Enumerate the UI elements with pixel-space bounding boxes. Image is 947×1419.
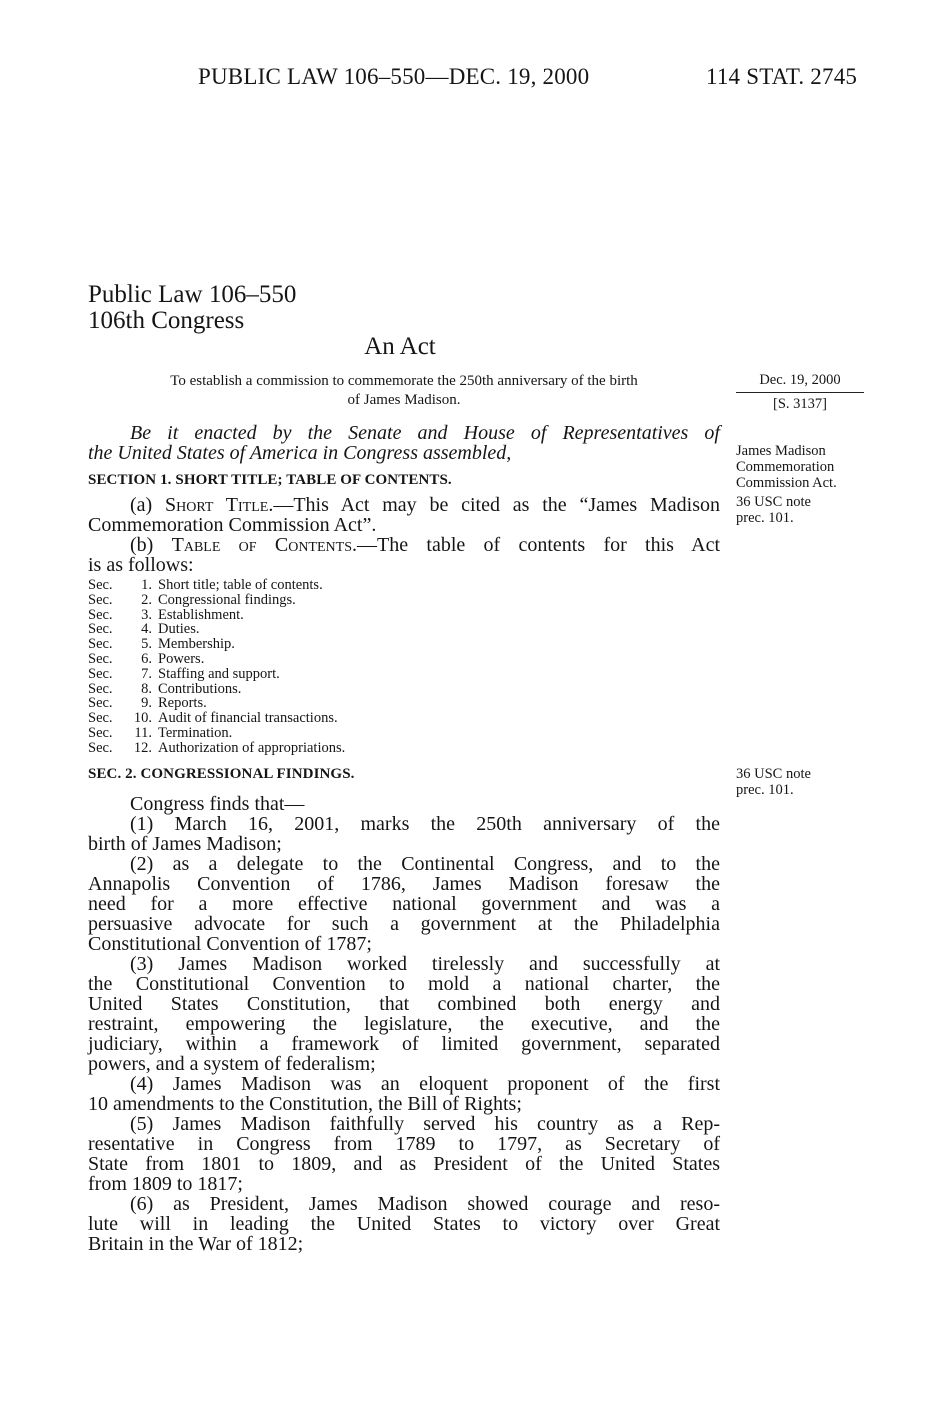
toc-number: 7.: [141, 665, 152, 682]
subsection-b-line-1: [88, 535, 720, 555]
finding-line: persuasive advocate for such a government at the Philadelphia: [88, 913, 720, 935]
finding-item: [88, 854, 720, 954]
finding-line: State from 1801 to 1809, and as President of the United States: [88, 1153, 720, 1175]
subsection-b-line-2: is as follows:: [88, 554, 194, 576]
toc-number: 8.: [141, 680, 152, 697]
finding-line: 10 amendments to the Constitution, the Bill of Rights;: [88, 1093, 522, 1115]
subsection-b-caption: Table of Contents: [171, 534, 352, 556]
margin-date: Dec. 19, 2000: [759, 372, 841, 388]
subsection-a-caption: Short Title: [164, 494, 269, 516]
margin-bill-number: [S. 3137]: [736, 392, 864, 412]
finding-line: United States Constitution, that combined both energy and: [88, 993, 720, 1015]
toc-row: [88, 608, 345, 623]
toc-sec-label: Sec.: [88, 695, 113, 712]
finding-item: [88, 1074, 720, 1114]
section-1-heading: SECTION 1. SHORT TITLE; TABLE OF CONTENTS.: [88, 472, 452, 488]
subsection-b-prefix: (b): [130, 534, 172, 556]
finding-item: [88, 1194, 720, 1254]
toc-row: [88, 593, 345, 608]
finding-line: (3) James Madison worked tirelessly and successfully at: [130, 953, 720, 975]
finding-line: judiciary, within a framework of limited government, separated: [88, 1033, 720, 1055]
purpose-line-2: of James Madison.: [347, 392, 461, 408]
subsection-a-line-2: Commemoration Commission Act”.: [88, 514, 377, 536]
toc-row: [88, 682, 345, 697]
toc-number: 3.: [141, 606, 152, 623]
toc-title: Membership.: [158, 636, 235, 653]
toc-number: 2.: [141, 591, 152, 608]
subsection-b-text: .—The table of contents for this Act: [352, 534, 721, 556]
section-2-body: [88, 794, 720, 1254]
margin-note-line: Commemoration: [736, 459, 835, 475]
finding-line: need for a more effective national government and was a: [88, 893, 720, 915]
toc-title: Establishment.: [158, 606, 244, 623]
finding-line: (1) March 16, 2001, marks the 250th anniversary of the: [130, 813, 720, 835]
toc-row: [88, 667, 345, 682]
section-2-heading: SEC. 2. CONGRESSIONAL FINDINGS.: [88, 766, 355, 782]
law-number: Public Law 106–550: [88, 281, 297, 308]
act-purpose: [88, 372, 720, 410]
enacting-line-2: the United States of America in Congress assembled,: [88, 442, 512, 464]
margin-note-line: James Madison: [736, 443, 826, 459]
margin-date-block: [736, 372, 864, 412]
findings-intro: Congress finds that—: [130, 793, 305, 815]
margin-usc-note-1: [736, 494, 866, 526]
toc-title: Termination.: [158, 724, 233, 741]
purpose-line-1: To establish a commission to commemorate the 250th anniversary of the birth: [170, 373, 638, 389]
toc-sec-label: Sec.: [88, 680, 113, 697]
margin-note-line: 36 USC note: [736, 494, 811, 510]
margin-note-line: prec. 101.: [736, 510, 794, 526]
subsection-a-text: .—This Act may be cited as the “James Madison: [268, 494, 720, 516]
toc-number: 9.: [141, 695, 152, 712]
section-1-body: [88, 495, 720, 575]
toc-number: 10.: [133, 710, 152, 727]
toc-title: Authorization of appropriations.: [158, 739, 346, 756]
finding-line: (5) James Madison faithfully served his country as a Rep-: [130, 1113, 720, 1135]
toc-row: [88, 711, 345, 726]
toc-row: [88, 741, 345, 756]
toc-sec-label: Sec.: [88, 665, 113, 682]
finding-line: lute will in leading the United States to victory over Great: [88, 1213, 720, 1235]
finding-line: Annapolis Convention of 1786, James Madison foresaw the: [88, 873, 720, 895]
toc-sec-label: Sec.: [88, 577, 113, 593]
margin-note-line: 36 USC note: [736, 766, 811, 782]
margin-usc-note-2: [736, 766, 866, 798]
finding-line: Constitutional Convention of 1787;: [88, 933, 372, 955]
act-label: An Act: [364, 333, 436, 360]
toc-title: Powers.: [158, 650, 205, 667]
running-header-left: PUBLIC LAW 106–550—DEC. 19, 2000: [198, 64, 590, 89]
toc-row: [88, 652, 345, 667]
toc-sec-label: Sec.: [88, 636, 113, 653]
toc-sec-label: Sec.: [88, 739, 113, 756]
finding-line: (4) James Madison was an eloquent proponent of the first: [130, 1073, 720, 1095]
toc-title: Audit of financial transactions.: [158, 710, 338, 727]
toc-sec-label: Sec.: [88, 621, 113, 638]
subsection-a-prefix: (a): [130, 494, 165, 516]
finding-item: [88, 814, 720, 854]
toc-row: [88, 622, 345, 637]
toc-sec-label: Sec.: [88, 606, 113, 623]
subsection-a-line-1: [88, 495, 720, 515]
congress-number: 106th Congress: [88, 307, 245, 334]
finding-line: from 1809 to 1817;: [88, 1173, 243, 1195]
toc-number: 4.: [141, 621, 152, 638]
toc-number: 11.: [134, 724, 152, 741]
running-header-right: 114 STAT. 2745: [706, 64, 858, 89]
toc-title: Congressional findings.: [158, 591, 296, 608]
enacting-clause: [88, 423, 720, 463]
toc-sec-label: Sec.: [88, 591, 113, 608]
finding-item: [88, 1114, 720, 1194]
toc-title: Reports.: [158, 695, 207, 712]
finding-line: Britain in the War of 1812;: [88, 1233, 304, 1255]
margin-note-line: Commission Act.: [736, 475, 837, 491]
toc-sec-label: Sec.: [88, 650, 113, 667]
finding-line: the Constitutional Convention to mold a national charter, the: [88, 973, 720, 995]
finding-line: birth of James Madison;: [88, 833, 282, 855]
margin-note-line: prec. 101.: [736, 782, 794, 798]
enacting-line-1: Be it enacted by the Senate and House of Representatives of: [130, 422, 720, 444]
toc-title: Staffing and support.: [158, 665, 280, 682]
toc-sec-label: Sec.: [88, 710, 113, 727]
toc-row: [88, 726, 345, 741]
toc-row: [88, 578, 345, 593]
toc-title: Duties.: [158, 621, 200, 638]
toc-sec-label: Sec.: [88, 724, 113, 741]
toc-number: 1.: [141, 577, 152, 593]
finding-line: resentative in Congress from 1789 to 1797, as Secretary of: [88, 1133, 720, 1155]
toc-row: [88, 637, 345, 652]
finding-line: restraint, empowering the legislature, the executive, and the: [88, 1013, 720, 1035]
finding-line: (2) as a delegate to the Continental Congress, and to the: [130, 853, 720, 875]
toc-title: Contributions.: [158, 680, 242, 697]
table-of-contents: [88, 578, 345, 756]
finding-item: [88, 954, 720, 1074]
toc-number: 5.: [141, 636, 152, 653]
margin-short-title-note: [736, 443, 866, 491]
finding-line: powers, and a system of federalism;: [88, 1053, 376, 1075]
toc-title: Short title; table of contents.: [158, 577, 323, 593]
finding-line: (6) as President, James Madison showed courage and reso-: [130, 1193, 720, 1215]
toc-number: 12.: [133, 739, 152, 756]
toc-row: [88, 696, 345, 711]
toc-number: 6.: [141, 650, 152, 667]
